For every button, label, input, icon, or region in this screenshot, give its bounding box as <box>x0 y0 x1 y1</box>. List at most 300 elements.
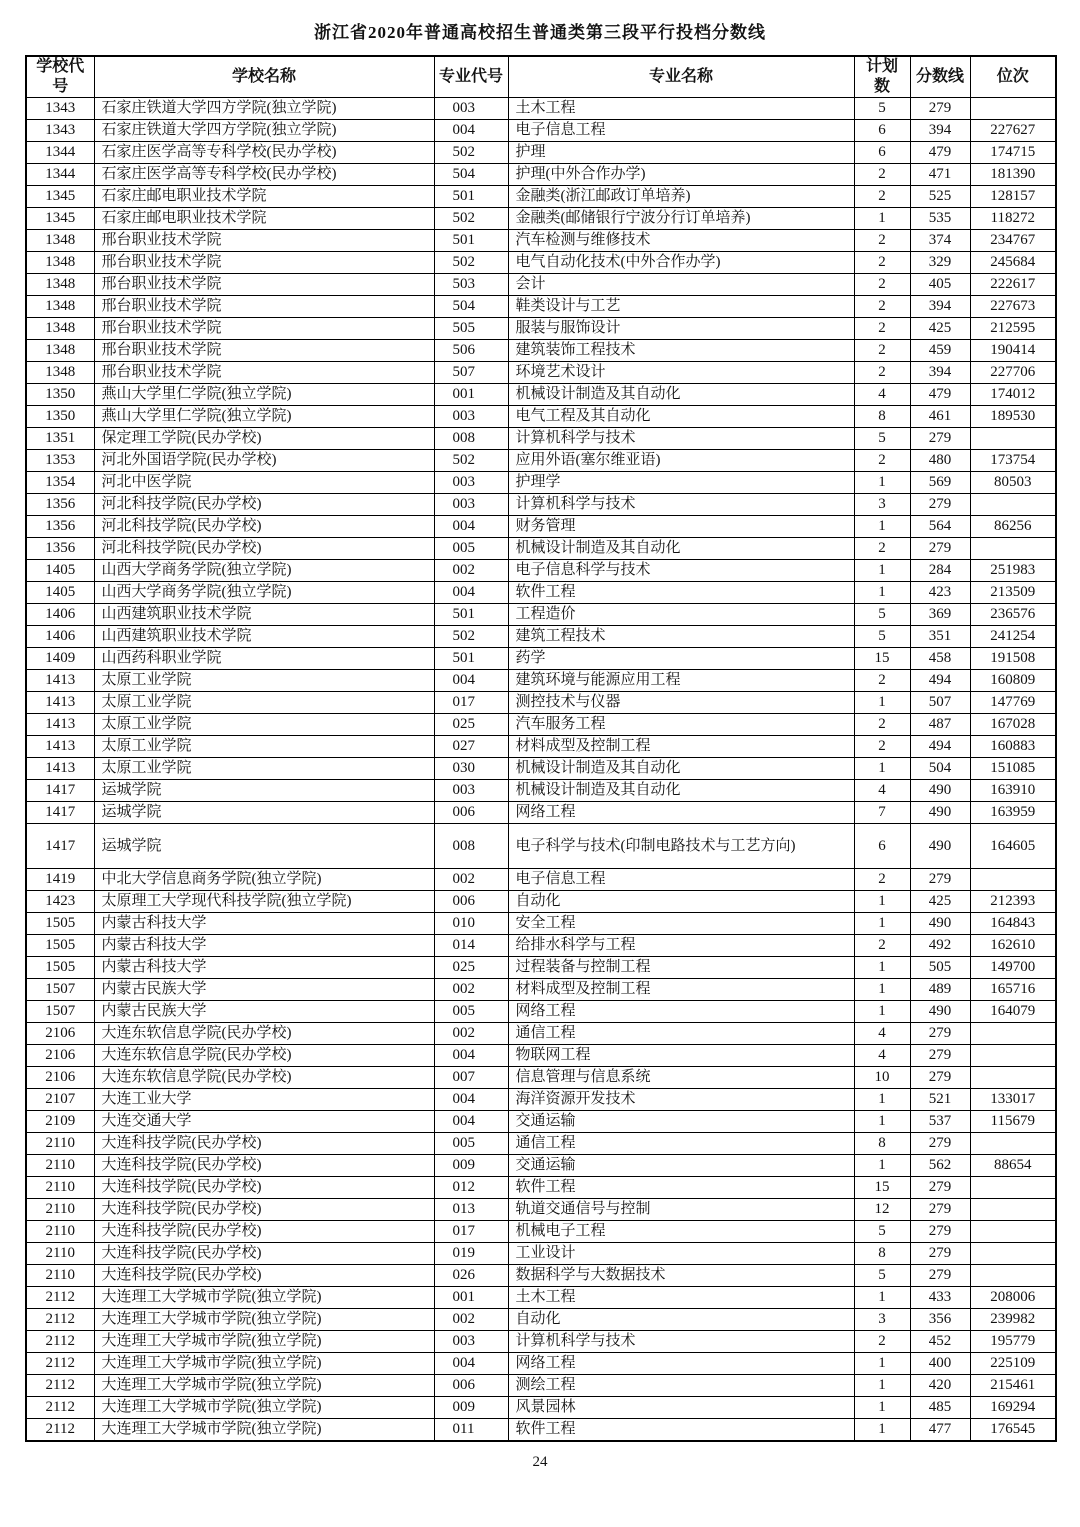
major-code-cell: 502 <box>434 450 508 472</box>
rank-cell: 163959 <box>970 802 1056 824</box>
table-row <box>26 516 1056 538</box>
major-name-cell: 汽车检测与维修技术 <box>508 230 854 252</box>
major-code-cell: 507 <box>434 362 508 384</box>
major-code-cell: 027 <box>434 736 508 758</box>
major-code-cell: 006 <box>434 1375 508 1397</box>
table-row <box>26 472 1056 494</box>
major-code-cell: 002 <box>434 1023 508 1045</box>
page-number: 24 <box>532 1454 548 1470</box>
plan-count-cell: 10 <box>854 1067 910 1089</box>
plan-count-cell: 4 <box>854 1023 910 1045</box>
school-code-cell: 1354 <box>26 472 94 494</box>
school-code-cell: 1413 <box>26 714 94 736</box>
school-code-cell: 2106 <box>26 1067 94 1089</box>
score-line-cell: 423 <box>910 582 970 604</box>
school-code-cell: 1348 <box>26 296 94 318</box>
table-row <box>26 538 1056 560</box>
plan-count-cell: 5 <box>854 604 910 626</box>
score-line-cell: 279 <box>910 98 970 120</box>
major-name-cell: 数据科学与大数据技术 <box>508 1265 854 1287</box>
school-name-cell: 大连科技学院(民办学校) <box>94 1221 434 1243</box>
school-name-cell: 大连科技学院(民办学校) <box>94 1155 434 1177</box>
rank-cell: 251983 <box>970 560 1056 582</box>
school-name-cell: 燕山大学里仁学院(独立学院) <box>94 384 434 406</box>
school-code-cell: 2110 <box>26 1243 94 1265</box>
table-row <box>26 891 1056 913</box>
table-row <box>26 494 1056 516</box>
school-code-cell: 2110 <box>26 1199 94 1221</box>
school-name-cell: 运城学院 <box>94 802 434 824</box>
school-name-cell: 河北科技学院(民办学校) <box>94 494 434 516</box>
plan-count-cell: 3 <box>854 1309 910 1331</box>
major-code-cell: 004 <box>434 1111 508 1133</box>
school-code-cell: 1505 <box>26 913 94 935</box>
table-row <box>26 1045 1056 1067</box>
school-name-cell: 太原工业学院 <box>94 714 434 736</box>
score-line-cell: 487 <box>910 714 970 736</box>
school-name-cell: 内蒙古科技大学 <box>94 935 434 957</box>
score-line-cell: 329 <box>910 252 970 274</box>
school-name-cell: 内蒙古科技大学 <box>94 957 434 979</box>
rank-cell: 227706 <box>970 362 1056 384</box>
plan-count-cell: 1 <box>854 891 910 913</box>
major-name-cell: 机械设计制造及其自动化 <box>508 780 854 802</box>
table-row <box>26 935 1056 957</box>
school-name-cell: 太原理工大学现代科技学院(独立学院) <box>94 891 434 913</box>
school-code-cell: 1350 <box>26 406 94 428</box>
major-name-cell: 工业设计 <box>508 1243 854 1265</box>
rank-cell: 227627 <box>970 120 1056 142</box>
rank-cell <box>970 538 1056 560</box>
rank-cell: 245684 <box>970 252 1056 274</box>
school-code-cell: 1348 <box>26 318 94 340</box>
school-code-cell: 1356 <box>26 538 94 560</box>
major-name-cell: 会计 <box>508 274 854 296</box>
major-name-cell: 环境艺术设计 <box>508 362 854 384</box>
score-line-cell: 279 <box>910 1221 970 1243</box>
school-name-cell: 山西药科职业学院 <box>94 648 434 670</box>
school-code-cell: 1409 <box>26 648 94 670</box>
school-code-cell: 2110 <box>26 1155 94 1177</box>
header-score-line: 分数线 <box>910 56 970 98</box>
plan-count-cell: 2 <box>854 935 910 957</box>
table-row <box>26 979 1056 1001</box>
rank-cell <box>970 1045 1056 1067</box>
score-line-cell: 351 <box>910 626 970 648</box>
score-line-cell: 279 <box>910 1133 970 1155</box>
major-name-cell: 交通运输 <box>508 1155 854 1177</box>
school-name-cell: 石家庄铁道大学四方学院(独立学院) <box>94 98 434 120</box>
school-code-cell: 2112 <box>26 1287 94 1309</box>
major-code-cell: 004 <box>434 120 508 142</box>
score-line-cell: 279 <box>910 1243 970 1265</box>
school-code-cell: 1505 <box>26 957 94 979</box>
school-code-cell: 2109 <box>26 1111 94 1133</box>
plan-count-cell: 6 <box>854 120 910 142</box>
school-name-cell: 大连科技学院(民办学校) <box>94 1199 434 1221</box>
score-line-cell: 279 <box>910 1265 970 1287</box>
school-name-cell: 运城学院 <box>94 780 434 802</box>
score-line-cell: 494 <box>910 670 970 692</box>
major-code-cell: 005 <box>434 538 508 560</box>
major-name-cell: 财务管理 <box>508 516 854 538</box>
score-line-cell: 425 <box>910 318 970 340</box>
rank-cell: 212595 <box>970 318 1056 340</box>
score-line-cell: 279 <box>910 1023 970 1045</box>
rank-cell: 222617 <box>970 274 1056 296</box>
school-code-cell: 2112 <box>26 1331 94 1353</box>
school-code-cell: 2112 <box>26 1419 94 1442</box>
rank-cell: 164843 <box>970 913 1056 935</box>
rank-cell: 208006 <box>970 1287 1056 1309</box>
major-code-cell: 014 <box>434 935 508 957</box>
rank-cell: 191508 <box>970 648 1056 670</box>
major-name-cell: 电子信息工程 <box>508 120 854 142</box>
major-code-cell: 004 <box>434 516 508 538</box>
major-name-cell: 建筑工程技术 <box>508 626 854 648</box>
major-code-cell: 002 <box>434 560 508 582</box>
school-code-cell: 1405 <box>26 582 94 604</box>
plan-count-cell: 5 <box>854 428 910 450</box>
plan-count-cell: 2 <box>854 318 910 340</box>
school-name-cell: 邢台职业技术学院 <box>94 274 434 296</box>
table-row <box>26 957 1056 979</box>
table-row <box>26 450 1056 472</box>
score-line-cell: 471 <box>910 164 970 186</box>
major-name-cell: 应用外语(塞尔维亚语) <box>508 450 854 472</box>
school-code-cell: 1350 <box>26 384 94 406</box>
major-code-cell: 002 <box>434 869 508 891</box>
school-code-cell: 1419 <box>26 869 94 891</box>
table-row <box>26 120 1056 142</box>
major-code-cell: 003 <box>434 406 508 428</box>
table-row <box>26 230 1056 252</box>
plan-count-cell: 1 <box>854 913 910 935</box>
table-row <box>26 406 1056 428</box>
school-name-cell: 山西大学商务学院(独立学院) <box>94 582 434 604</box>
school-name-cell: 石家庄铁道大学四方学院(独立学院) <box>94 120 434 142</box>
score-line-cell: 279 <box>910 1199 970 1221</box>
rank-cell <box>970 1067 1056 1089</box>
major-code-cell: 011 <box>434 1419 508 1442</box>
major-name-cell: 服装与服饰设计 <box>508 318 854 340</box>
school-name-cell: 燕山大学里仁学院(独立学院) <box>94 406 434 428</box>
major-code-cell: 025 <box>434 714 508 736</box>
table-row <box>26 758 1056 780</box>
school-name-cell: 大连东软信息学院(民办学校) <box>94 1045 434 1067</box>
major-code-cell: 026 <box>434 1265 508 1287</box>
school-name-cell: 邢台职业技术学院 <box>94 252 434 274</box>
school-code-cell: 1353 <box>26 450 94 472</box>
school-code-cell: 1356 <box>26 494 94 516</box>
major-code-cell: 003 <box>434 1331 508 1353</box>
school-name-cell: 石家庄医学高等专科学校(民办学校) <box>94 164 434 186</box>
major-name-cell: 网络工程 <box>508 1353 854 1375</box>
major-name-cell: 信息管理与信息系统 <box>508 1067 854 1089</box>
score-line-cell: 505 <box>910 957 970 979</box>
major-code-cell: 019 <box>434 1243 508 1265</box>
school-name-cell: 邢台职业技术学院 <box>94 318 434 340</box>
table-row <box>26 869 1056 891</box>
school-name-cell: 内蒙古民族大学 <box>94 979 434 1001</box>
table-row <box>26 604 1056 626</box>
school-name-cell: 大连科技学院(民办学校) <box>94 1243 434 1265</box>
major-name-cell: 药学 <box>508 648 854 670</box>
score-line-cell: 279 <box>910 538 970 560</box>
school-name-cell: 内蒙古民族大学 <box>94 1001 434 1023</box>
table-row <box>26 1243 1056 1265</box>
rank-cell: 176545 <box>970 1419 1056 1442</box>
plan-count-cell: 1 <box>854 208 910 230</box>
plan-count-cell: 2 <box>854 538 910 560</box>
rank-cell <box>970 869 1056 891</box>
plan-count-cell: 2 <box>854 164 910 186</box>
major-name-cell: 机械设计制造及其自动化 <box>508 758 854 780</box>
major-code-cell: 501 <box>434 230 508 252</box>
school-code-cell: 1507 <box>26 979 94 1001</box>
major-name-cell: 电子科学与技术(印制电路技术与工艺方向) <box>508 824 854 869</box>
score-line-cell: 452 <box>910 1331 970 1353</box>
major-code-cell: 001 <box>434 384 508 406</box>
score-line-cell: 394 <box>910 362 970 384</box>
plan-count-cell: 1 <box>854 1155 910 1177</box>
score-line-cell: 279 <box>910 869 970 891</box>
rank-cell: 212393 <box>970 891 1056 913</box>
school-name-cell: 大连理工大学城市学院(独立学院) <box>94 1309 434 1331</box>
major-code-cell: 002 <box>434 979 508 1001</box>
school-name-cell: 邢台职业技术学院 <box>94 296 434 318</box>
table-row <box>26 1001 1056 1023</box>
school-code-cell: 2106 <box>26 1045 94 1067</box>
school-name-cell: 大连科技学院(民办学校) <box>94 1265 434 1287</box>
score-line-cell: 535 <box>910 208 970 230</box>
major-code-cell: 008 <box>434 824 508 869</box>
rank-cell: 133017 <box>970 1089 1056 1111</box>
plan-count-cell: 1 <box>854 957 910 979</box>
major-code-cell: 008 <box>434 428 508 450</box>
table-row <box>26 1199 1056 1221</box>
rank-cell: 241254 <box>970 626 1056 648</box>
major-name-cell: 金融类(浙江邮政订单培养) <box>508 186 854 208</box>
score-line-cell: 425 <box>910 891 970 913</box>
school-code-cell: 1344 <box>26 142 94 164</box>
plan-count-cell: 7 <box>854 802 910 824</box>
rank-cell: 160883 <box>970 736 1056 758</box>
rank-cell <box>970 1199 1056 1221</box>
major-code-cell: 017 <box>434 1221 508 1243</box>
plan-count-cell: 1 <box>854 979 910 1001</box>
major-name-cell: 护理 <box>508 142 854 164</box>
table-row <box>26 1177 1056 1199</box>
plan-count-cell: 8 <box>854 1133 910 1155</box>
school-code-cell: 2110 <box>26 1265 94 1287</box>
school-name-cell: 大连科技学院(民办学校) <box>94 1133 434 1155</box>
score-line-cell: 433 <box>910 1287 970 1309</box>
plan-count-cell: 12 <box>854 1199 910 1221</box>
major-code-cell: 005 <box>434 1133 508 1155</box>
school-name-cell: 河北外国语学院(民办学校) <box>94 450 434 472</box>
plan-count-cell: 2 <box>854 274 910 296</box>
score-line-cell: 492 <box>910 935 970 957</box>
plan-count-cell: 2 <box>854 450 910 472</box>
score-line-cell: 490 <box>910 802 970 824</box>
school-code-cell: 1413 <box>26 736 94 758</box>
table-row <box>26 252 1056 274</box>
major-name-cell: 计算机科学与技术 <box>508 428 854 450</box>
rank-cell <box>970 1133 1056 1155</box>
major-code-cell: 501 <box>434 186 508 208</box>
plan-count-cell: 1 <box>854 1397 910 1419</box>
header-row <box>26 56 1056 98</box>
major-code-cell: 006 <box>434 891 508 913</box>
rank-cell: 174715 <box>970 142 1056 164</box>
school-code-cell: 1507 <box>26 1001 94 1023</box>
major-code-cell: 502 <box>434 208 508 230</box>
score-line-cell: 458 <box>910 648 970 670</box>
school-code-cell: 2106 <box>26 1023 94 1045</box>
major-name-cell: 网络工程 <box>508 802 854 824</box>
major-name-cell: 测绘工程 <box>508 1375 854 1397</box>
major-name-cell: 材料成型及控制工程 <box>508 979 854 1001</box>
major-name-cell: 建筑装饰工程技术 <box>508 340 854 362</box>
table-row <box>26 1023 1056 1045</box>
table-row <box>26 1221 1056 1243</box>
plan-count-cell: 6 <box>854 142 910 164</box>
rank-cell: 227673 <box>970 296 1056 318</box>
score-line-cell: 479 <box>910 384 970 406</box>
school-name-cell: 太原工业学院 <box>94 692 434 714</box>
plan-count-cell: 15 <box>854 648 910 670</box>
score-line-cell: 564 <box>910 516 970 538</box>
table-row <box>26 1353 1056 1375</box>
table-row <box>26 714 1056 736</box>
score-line-cell: 279 <box>910 1067 970 1089</box>
table-row <box>26 560 1056 582</box>
major-name-cell: 计算机科学与技术 <box>508 1331 854 1353</box>
school-code-cell: 1413 <box>26 692 94 714</box>
plan-count-cell: 2 <box>854 186 910 208</box>
major-name-cell: 汽车服务工程 <box>508 714 854 736</box>
major-name-cell: 软件工程 <box>508 582 854 604</box>
table-row <box>26 626 1056 648</box>
plan-count-cell: 5 <box>854 626 910 648</box>
table-row <box>26 1111 1056 1133</box>
school-code-cell: 2110 <box>26 1133 94 1155</box>
major-name-cell: 护理学 <box>508 472 854 494</box>
plan-count-cell: 2 <box>854 252 910 274</box>
rank-cell: 225109 <box>970 1353 1056 1375</box>
school-code-cell: 2112 <box>26 1375 94 1397</box>
score-line-cell: 521 <box>910 1089 970 1111</box>
school-name-cell: 山西建筑职业技术学院 <box>94 626 434 648</box>
school-name-cell: 太原工业学院 <box>94 670 434 692</box>
table-row <box>26 802 1056 824</box>
table-row <box>26 98 1056 120</box>
table-row <box>26 1331 1056 1353</box>
score-line-cell: 507 <box>910 692 970 714</box>
score-line-cell: 490 <box>910 1001 970 1023</box>
rank-cell: 149700 <box>970 957 1056 979</box>
plan-count-cell: 1 <box>854 1111 910 1133</box>
school-code-cell: 1505 <box>26 935 94 957</box>
rank-cell: 167028 <box>970 714 1056 736</box>
school-code-cell: 1348 <box>26 340 94 362</box>
school-code-cell: 1351 <box>26 428 94 450</box>
plan-count-cell: 5 <box>854 98 910 120</box>
major-code-cell: 004 <box>434 1045 508 1067</box>
major-name-cell: 护理(中外合作办学) <box>508 164 854 186</box>
major-code-cell: 501 <box>434 648 508 670</box>
school-code-cell: 2112 <box>26 1353 94 1375</box>
school-name-cell: 河北中医学院 <box>94 472 434 494</box>
table-row <box>26 913 1056 935</box>
school-name-cell: 大连科技学院(民办学校) <box>94 1177 434 1199</box>
plan-count-cell: 1 <box>854 1287 910 1309</box>
plan-count-cell: 5 <box>854 1265 910 1287</box>
school-code-cell: 2110 <box>26 1177 94 1199</box>
plan-count-cell: 1 <box>854 472 910 494</box>
table-row <box>26 582 1056 604</box>
major-name-cell: 电气工程及其自动化 <box>508 406 854 428</box>
major-name-cell: 电子信息工程 <box>508 869 854 891</box>
plan-count-cell: 2 <box>854 1331 910 1353</box>
school-code-cell: 1343 <box>26 120 94 142</box>
table-row <box>26 1133 1056 1155</box>
major-name-cell: 软件工程 <box>508 1177 854 1199</box>
score-line-cell: 489 <box>910 979 970 1001</box>
table-row <box>26 1265 1056 1287</box>
plan-count-cell: 2 <box>854 340 910 362</box>
plan-count-cell: 5 <box>854 1221 910 1243</box>
major-code-cell: 013 <box>434 1199 508 1221</box>
table-row <box>26 318 1056 340</box>
score-table-body <box>26 98 1056 1442</box>
score-line-cell: 569 <box>910 472 970 494</box>
header-school-name: 学校名称 <box>94 56 434 98</box>
major-name-cell: 物联网工程 <box>508 1045 854 1067</box>
table-row <box>26 164 1056 186</box>
school-code-cell: 1348 <box>26 362 94 384</box>
plan-count-cell: 1 <box>854 1353 910 1375</box>
school-name-cell: 山西建筑职业技术学院 <box>94 604 434 626</box>
major-code-cell: 003 <box>434 98 508 120</box>
school-code-cell: 1406 <box>26 626 94 648</box>
school-code-cell: 1423 <box>26 891 94 913</box>
school-name-cell: 邢台职业技术学院 <box>94 340 434 362</box>
plan-count-cell: 2 <box>854 869 910 891</box>
rank-cell: 160809 <box>970 670 1056 692</box>
score-line-cell: 420 <box>910 1375 970 1397</box>
school-name-cell: 大连理工大学城市学院(独立学院) <box>94 1331 434 1353</box>
plan-count-cell: 1 <box>854 1001 910 1023</box>
plan-count-cell: 2 <box>854 230 910 252</box>
plan-count-cell: 1 <box>854 758 910 780</box>
rank-cell: 169294 <box>970 1397 1056 1419</box>
major-name-cell: 风景园林 <box>508 1397 854 1419</box>
table-row <box>26 1419 1056 1442</box>
rank-cell: 173754 <box>970 450 1056 472</box>
rank-cell: 128157 <box>970 186 1056 208</box>
plan-count-cell: 4 <box>854 1045 910 1067</box>
school-name-cell: 中北大学信息商务学院(独立学院) <box>94 869 434 891</box>
school-code-cell: 2110 <box>26 1221 94 1243</box>
plan-count-cell: 1 <box>854 1375 910 1397</box>
major-name-cell: 土木工程 <box>508 98 854 120</box>
major-code-cell: 004 <box>434 1353 508 1375</box>
major-name-cell: 计算机科学与技术 <box>508 494 854 516</box>
school-name-cell: 内蒙古科技大学 <box>94 913 434 935</box>
rank-cell: 189530 <box>970 406 1056 428</box>
